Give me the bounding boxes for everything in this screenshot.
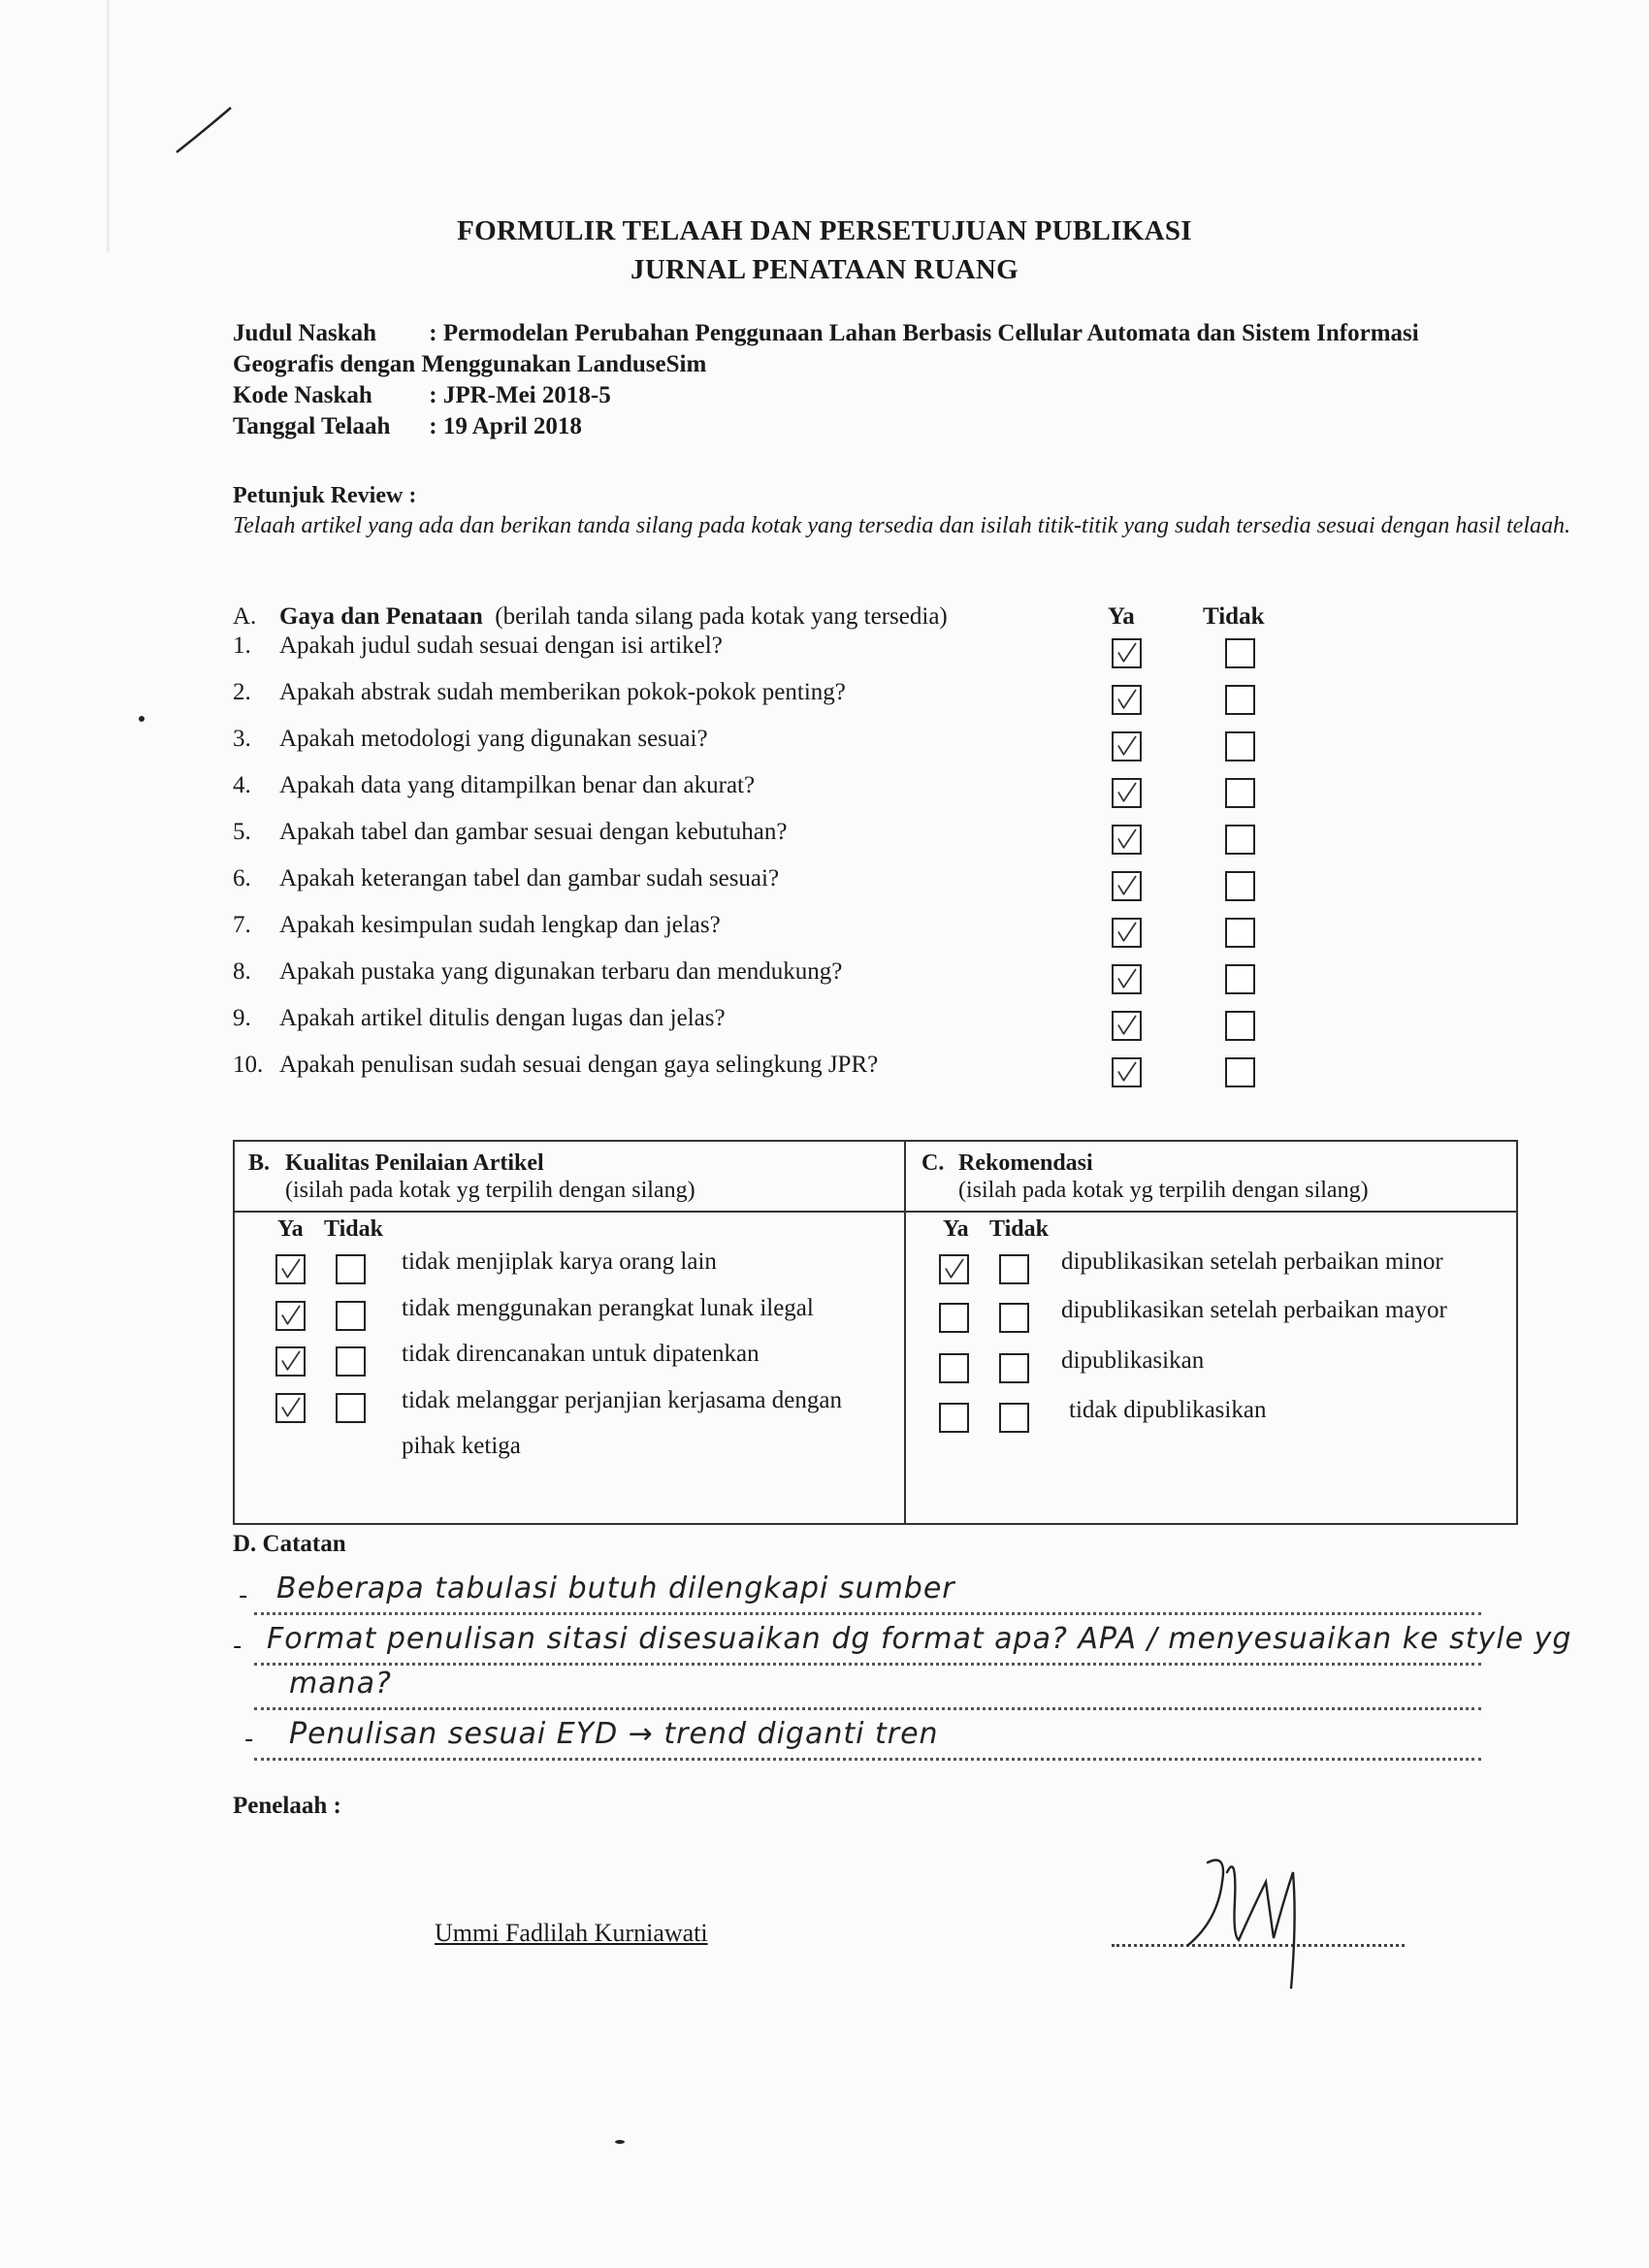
question-tidak-checkbox[interactable]: [1225, 731, 1255, 761]
recommendation-text: dipublikasikan: [1061, 1347, 1205, 1374]
question-number: 8.: [233, 958, 251, 985]
check-mark-icon: [1114, 1059, 1140, 1085]
col-ya-header: Ya: [1108, 603, 1135, 630]
section-c-col-ya: Ya: [943, 1216, 969, 1242]
question-row: [233, 772, 1203, 799]
section-c-letter: C.: [922, 1150, 945, 1176]
judul-value: : Permodelan Perubahan Penggunaan Lahan Berbasis Cellular Automata dan Sistem Informasi: [429, 320, 1419, 346]
question-ya-checkbox[interactable]: [1112, 685, 1142, 715]
question-tidak-checkbox[interactable]: [1225, 918, 1255, 948]
recommendation-ya-checkbox[interactable]: [939, 1254, 969, 1284]
scan-speck: [139, 716, 145, 722]
table-divider-vertical: [904, 1142, 906, 1523]
check-mark-icon: [277, 1303, 304, 1329]
form-title: [0, 211, 1649, 289]
criteria-text: tidak melanggar perjanjian kerjasama dengan: [402, 1387, 842, 1413]
check-mark-icon: [941, 1256, 967, 1282]
form-title-line2: JURNAL PENATAAN RUANG: [630, 254, 1018, 285]
question-tidak-checkbox[interactable]: [1225, 778, 1255, 808]
section-b-col-tidak: Tidak: [324, 1216, 383, 1242]
question-ya-checkbox[interactable]: [1112, 638, 1142, 668]
note-line-4: [254, 1758, 1481, 1761]
question-text: Apakah abstrak sudah memberikan pokok-pokok penting?: [279, 679, 846, 705]
question-number: 1.: [233, 632, 251, 659]
question-row: [233, 912, 1203, 939]
question-row: [233, 865, 1203, 892]
check-mark-icon: [1114, 780, 1140, 806]
question-ya-checkbox[interactable]: [1112, 825, 1142, 855]
note-text-2: Format penulisan sitasi disesuaikan dg format apa? APA / menyesuaikan ke style yg: [267, 1622, 1572, 1656]
recommendation-ya-checkbox[interactable]: [939, 1303, 969, 1333]
recommendation-tidak-checkbox[interactable]: [999, 1403, 1029, 1433]
check-mark-icon: [1114, 966, 1140, 992]
question-tidak-checkbox[interactable]: [1225, 964, 1255, 994]
check-mark-icon: [1114, 1013, 1140, 1039]
check-mark-icon: [277, 1348, 304, 1375]
section-a-heading: [233, 603, 1300, 631]
tanggal-label: Tanggal Telaah: [233, 413, 391, 439]
recommendation-ya-checkbox[interactable]: [939, 1403, 969, 1433]
recommendation-text: tidak dipublikasikan: [1069, 1397, 1267, 1423]
check-mark-icon: [277, 1395, 304, 1421]
criteria-ya-checkbox[interactable]: [275, 1346, 306, 1377]
question-text: Apakah tabel dan gambar sesuai dengan kebutuhan?: [279, 819, 788, 845]
note-bullet-3: -: [244, 1725, 254, 1754]
check-mark-icon: [1114, 826, 1140, 853]
tanggal-value: : 19 April 2018: [429, 413, 582, 439]
reviewer-signature: [1169, 1843, 1324, 1989]
check-mark-icon: [1114, 733, 1140, 760]
question-number: 10.: [233, 1052, 264, 1078]
section-c-col-tidak: Tidak: [989, 1216, 1049, 1242]
section-a-note: (berilah tanda silang pada kotak yang tersedia): [495, 603, 948, 630]
question-text: Apakah pustaka yang digunakan terbaru dan mendukung?: [279, 958, 843, 985]
section-b-title: Kualitas Penilaian Artikel: [285, 1150, 544, 1176]
question-ya-checkbox[interactable]: [1112, 964, 1142, 994]
criteria-tidak-checkbox[interactable]: [336, 1346, 366, 1377]
question-number: 9.: [233, 1005, 251, 1031]
question-row: [233, 819, 1203, 846]
judul-value-cont: Geografis dengan Menggunakan LanduseSim: [233, 351, 707, 377]
criteria-text: tidak menggunakan perangkat lunak ilegal: [402, 1295, 814, 1321]
question-number: 3.: [233, 726, 251, 752]
question-row: [233, 726, 1203, 753]
petunjuk-heading: Petunjuk Review :: [233, 483, 417, 508]
question-tidak-checkbox[interactable]: [1225, 871, 1255, 901]
criteria-tidak-checkbox[interactable]: [336, 1254, 366, 1284]
check-mark-icon: [1114, 640, 1140, 666]
check-mark-icon: [277, 1256, 304, 1282]
question-ya-checkbox[interactable]: [1112, 871, 1142, 901]
recommendation-tidak-checkbox[interactable]: [999, 1353, 1029, 1383]
question-row: [233, 632, 1203, 660]
question-row: [233, 1052, 1203, 1079]
question-ya-checkbox[interactable]: [1112, 918, 1142, 948]
criteria-ya-checkbox[interactable]: [275, 1254, 306, 1284]
criteria-text: tidak direncanakan untuk dipatenkan: [402, 1341, 760, 1367]
note-line-1: [254, 1612, 1481, 1615]
criteria-text: tidak menjiplak karya orang lain: [402, 1248, 717, 1275]
criteria-tidak-checkbox[interactable]: [336, 1301, 366, 1331]
note-line-3: [254, 1707, 1481, 1710]
question-number: 4.: [233, 772, 251, 798]
question-number: 7.: [233, 912, 251, 938]
section-b-header: [248, 1150, 695, 1204]
reviewer-name: Ummi Fadlilah Kurniawati: [435, 1919, 708, 1947]
question-ya-checkbox[interactable]: [1112, 1011, 1142, 1041]
check-mark-icon: [1114, 687, 1140, 713]
form-title-line1: FORMULIR TELAAH DAN PERSETUJUAN PUBLIKASI: [457, 215, 1192, 246]
question-number: 6.: [233, 865, 251, 891]
section-b-note: (isilah pada kotak yg terpilih dengan silang): [285, 1178, 695, 1203]
criteria-ya-checkbox[interactable]: [275, 1393, 306, 1423]
check-mark-icon: [1114, 920, 1140, 946]
section-c-note: (isilah pada kotak yg terpilih dengan silang): [958, 1178, 1369, 1203]
question-ya-checkbox[interactable]: [1112, 778, 1142, 808]
question-tidak-checkbox[interactable]: [1225, 638, 1255, 668]
question-text: Apakah artikel ditulis dengan lugas dan jelas?: [279, 1005, 726, 1031]
question-text: Apakah data yang ditampilkan benar dan akurat?: [279, 772, 756, 798]
question-number: 5.: [233, 819, 251, 845]
question-row: [233, 679, 1203, 706]
penelaah-label: Penelaah :: [233, 1793, 341, 1819]
section-b-letter: B.: [248, 1150, 271, 1176]
petunjuk-text: Telaah artikel yang ada dan berikan tanda silang pada kotak yang tersedia dan isilah titik-titik yang sudah tersedia sesuai dengan hasil telaah.: [233, 513, 1570, 538]
section-a-title: Gaya dan Penataan: [279, 603, 483, 630]
question-row: [233, 1005, 1203, 1032]
kode-value: : JPR-Mei 2018-5: [429, 382, 611, 408]
judul-label: Judul Naskah: [233, 320, 376, 346]
note-text-2-cont: mana?: [289, 1667, 392, 1701]
recommendation-tidak-checkbox[interactable]: [999, 1254, 1029, 1284]
question-tidak-checkbox[interactable]: [1225, 1011, 1255, 1041]
criteria-text-cont: pihak ketiga: [402, 1433, 521, 1459]
question-row: [233, 958, 1203, 986]
question-text: Apakah kesimpulan sudah lengkap dan jelas?: [279, 912, 721, 938]
question-tidak-checkbox[interactable]: [1225, 685, 1255, 715]
question-text: Apakah metodologi yang digunakan sesuai?: [279, 726, 708, 752]
question-tidak-checkbox[interactable]: [1225, 1057, 1255, 1087]
scan-speck: [615, 2140, 625, 2144]
question-text: Apakah keterangan tabel dan gambar sudah sesuai?: [279, 865, 780, 891]
col-tidak-header: Tidak: [1203, 603, 1265, 630]
question-number: 2.: [233, 679, 251, 705]
pen-mark-slash: [175, 102, 252, 160]
recommendation-text: dipublikasikan setelah perbaikan mayor: [1061, 1297, 1447, 1323]
question-text: Apakah penulisan sudah sesuai dengan gaya selingkung JPR?: [279, 1052, 879, 1078]
kode-label: Kode Naskah: [233, 382, 372, 408]
note-bullet-2: -: [233, 1632, 242, 1661]
section-c-title: Rekomendasi: [958, 1150, 1093, 1176]
manuscript-info: [233, 318, 1571, 442]
section-d-title: D. Catatan: [233, 1531, 346, 1557]
criteria-tidak-checkbox[interactable]: [336, 1393, 366, 1423]
assessment-table: [233, 1140, 1518, 1525]
table-divider-horizontal: [235, 1211, 1516, 1213]
note-line-2: [254, 1663, 1481, 1666]
section-a-letter: A.: [233, 603, 257, 630]
review-instructions: [233, 481, 1571, 541]
question-ya-checkbox[interactable]: [1112, 731, 1142, 761]
question-tidak-checkbox[interactable]: [1225, 825, 1255, 855]
question-text: Apakah judul sudah sesuai dengan isi artikel?: [279, 632, 723, 659]
question-ya-checkbox[interactable]: [1112, 1057, 1142, 1087]
note-bullet-1: -: [239, 1581, 248, 1610]
note-text-1: Beberapa tabulasi butuh dilengkapi sumber: [276, 1571, 955, 1605]
recommendation-ya-checkbox[interactable]: [939, 1353, 969, 1383]
section-b-col-ya: Ya: [277, 1216, 304, 1242]
recommendation-tidak-checkbox[interactable]: [999, 1303, 1029, 1333]
recommendation-text: dipublikasikan setelah perbaikan minor: [1061, 1248, 1443, 1275]
check-mark-icon: [1114, 873, 1140, 899]
note-text-3: Penulisan sesuai EYD → trend diganti tren: [289, 1717, 939, 1751]
section-c-header: [922, 1150, 1369, 1204]
criteria-ya-checkbox[interactable]: [275, 1301, 306, 1331]
